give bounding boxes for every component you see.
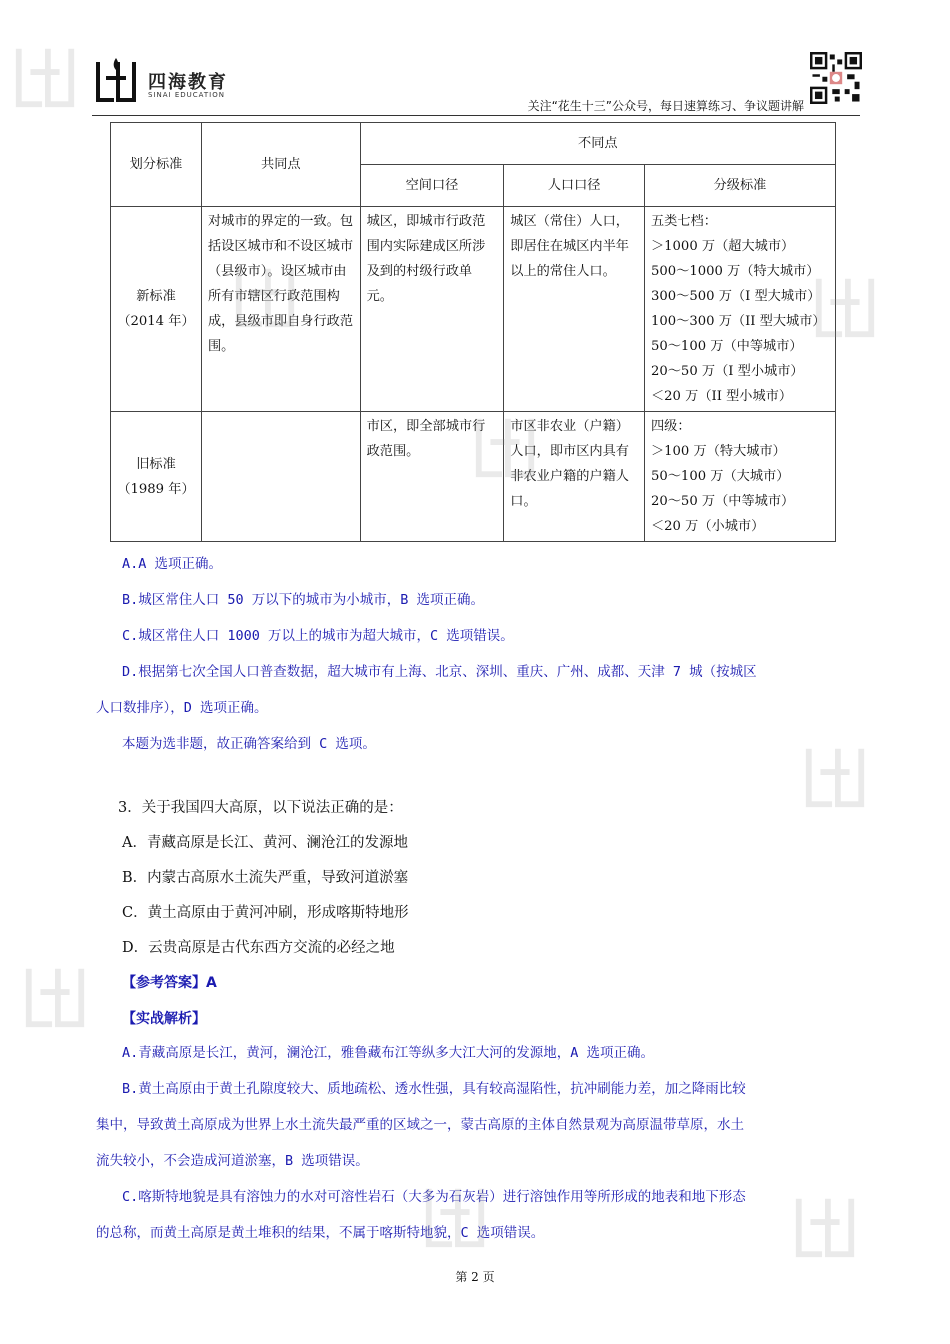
- row-pop: 城区（常住）人口，即居住在城区内半年以上的常住人口。: [504, 207, 645, 412]
- table-header-row: [111, 123, 836, 165]
- analysis-line: 的总称，而黄土高原是黄土堆积的结果，不属于喀斯特地貌，C 选项错误。: [96, 1225, 545, 1241]
- sinai-logo-icon: [92, 56, 140, 104]
- page-number: 第 2 页: [455, 1270, 495, 1284]
- logo-text: 四海教育: [148, 72, 228, 93]
- question3-analysis: [96, 1035, 856, 1251]
- row-standard: 旧标准 （1989 年）: [111, 412, 202, 542]
- analysis-line: C.喀斯特地貌是具有溶蚀力的水对可溶性岩石（大多为石灰岩）进行溶蚀作用等所形成的地表和地下形态: [122, 1189, 746, 1205]
- analysis-line: C.城区常住人口 1000 万以上的城市为超大城市，C 选项错误。: [122, 628, 514, 644]
- row-space: 市区，即全部城市行政范围。: [360, 412, 504, 542]
- analysis-label: 【实战解析】: [122, 1011, 206, 1027]
- analysis-line: A.青藏高原是长江，黄河，澜沧江，雅鲁藏布江等纵多大江大河的发源地，A 选项正确。: [122, 1045, 655, 1061]
- answer-label: 【参考答案】A: [122, 975, 217, 991]
- header-grade: 分级标准: [644, 165, 835, 207]
- logo-subtext: SINAI EDUCATION: [148, 91, 225, 99]
- header-pop: 人口口径: [504, 165, 645, 207]
- table-row: [111, 412, 836, 542]
- analysis-line: 本题为选非题，故正确答案给到 C 选项。: [122, 736, 376, 752]
- header-diff: 不同点: [360, 123, 835, 165]
- option-b: B．内蒙古高原水土流失严重，导致河道淤塞: [122, 870, 409, 886]
- option-c: C．黄土高原由于黄河冲刷，形成喀斯特地形: [122, 905, 409, 921]
- row-space: 城区，即城市行政范围内实际建成区所涉及到的村级行政单元。: [360, 207, 504, 412]
- header-standard: 划分标准: [111, 123, 202, 207]
- row-grade: 四级： ＞100 万（特大城市） 50～100 万（大城市） 20～50 万（中等城市） ＜20 万（小城市）: [644, 412, 835, 542]
- analysis-line: B.黄土高原由于黄土孔隙度较大、质地疏松、透水性强，具有较高湿陷性，抗冲刷能力差，加之降雨比较: [122, 1081, 746, 1097]
- watermark-logo-icon: [20, 960, 90, 1030]
- question-stem: 3．关于我国四大高原，以下说法正确的是：: [118, 800, 403, 816]
- option-a: A．青藏高原是长江、黄河、澜沧江的发源地: [122, 835, 408, 851]
- header-space: 空间口径: [360, 165, 504, 207]
- watermark-logo-icon: [10, 40, 80, 110]
- analysis-line: 集中，导致黄土高原成为世界上水土流失最严重的区域之一，蒙古高原的主体自然景观为高原温带草原，水土: [96, 1117, 744, 1133]
- row-grade: 五类七档： ＞1000 万（超大城市） 500～1000 万（特大城市） 300～500 万（I 型大城市） 100～300 万（II 型大城市） 50～100 万（中等城市） 20～50 万（I 型小城市） ＜20 万（II 型小城市）: [644, 207, 835, 412]
- analysis-line: 人口数排序），D 选项正确。: [96, 700, 268, 716]
- analysis-line: D.根据第七次全国人口普查数据，超大城市有上海、北京、深圳、重庆、广州、成都、天津 7 城（按城区: [122, 664, 757, 680]
- row-pop: 市区非农业（户籍）人口，即市区内具有非农业户籍的户籍人口。: [504, 412, 645, 542]
- city-standard-table: [110, 122, 836, 542]
- row-common: 对城市的界定的一致。包括设区城市和不设区城市（县级市）。设区城市由所有市辖区行政范围构成，县级市即自身行政范围。: [201, 207, 360, 412]
- analysis-line: 流失较小，不会造成河道淤塞，B 选项错误。: [96, 1153, 369, 1169]
- row-common: [201, 412, 360, 542]
- page-header: [92, 50, 862, 120]
- analysis-line: A.A 选项正确。: [122, 556, 223, 572]
- table-row: [111, 207, 836, 412]
- answer2-analysis: [96, 546, 856, 762]
- header-common: 共同点: [201, 123, 360, 207]
- row-standard: 新标准 （2014 年）: [111, 207, 202, 412]
- option-d: D．云贵高原是古代东西方交流的必经之地: [122, 940, 395, 956]
- header-divider: [92, 115, 860, 116]
- analysis-line: B.城区常住人口 50 万以下的城市为小城市，B 选项正确。: [122, 592, 485, 608]
- header-slogan: 关注“花生十三”公众号，每日速算练习、争议题讲解: [527, 99, 804, 113]
- qr-code-icon: [810, 52, 862, 104]
